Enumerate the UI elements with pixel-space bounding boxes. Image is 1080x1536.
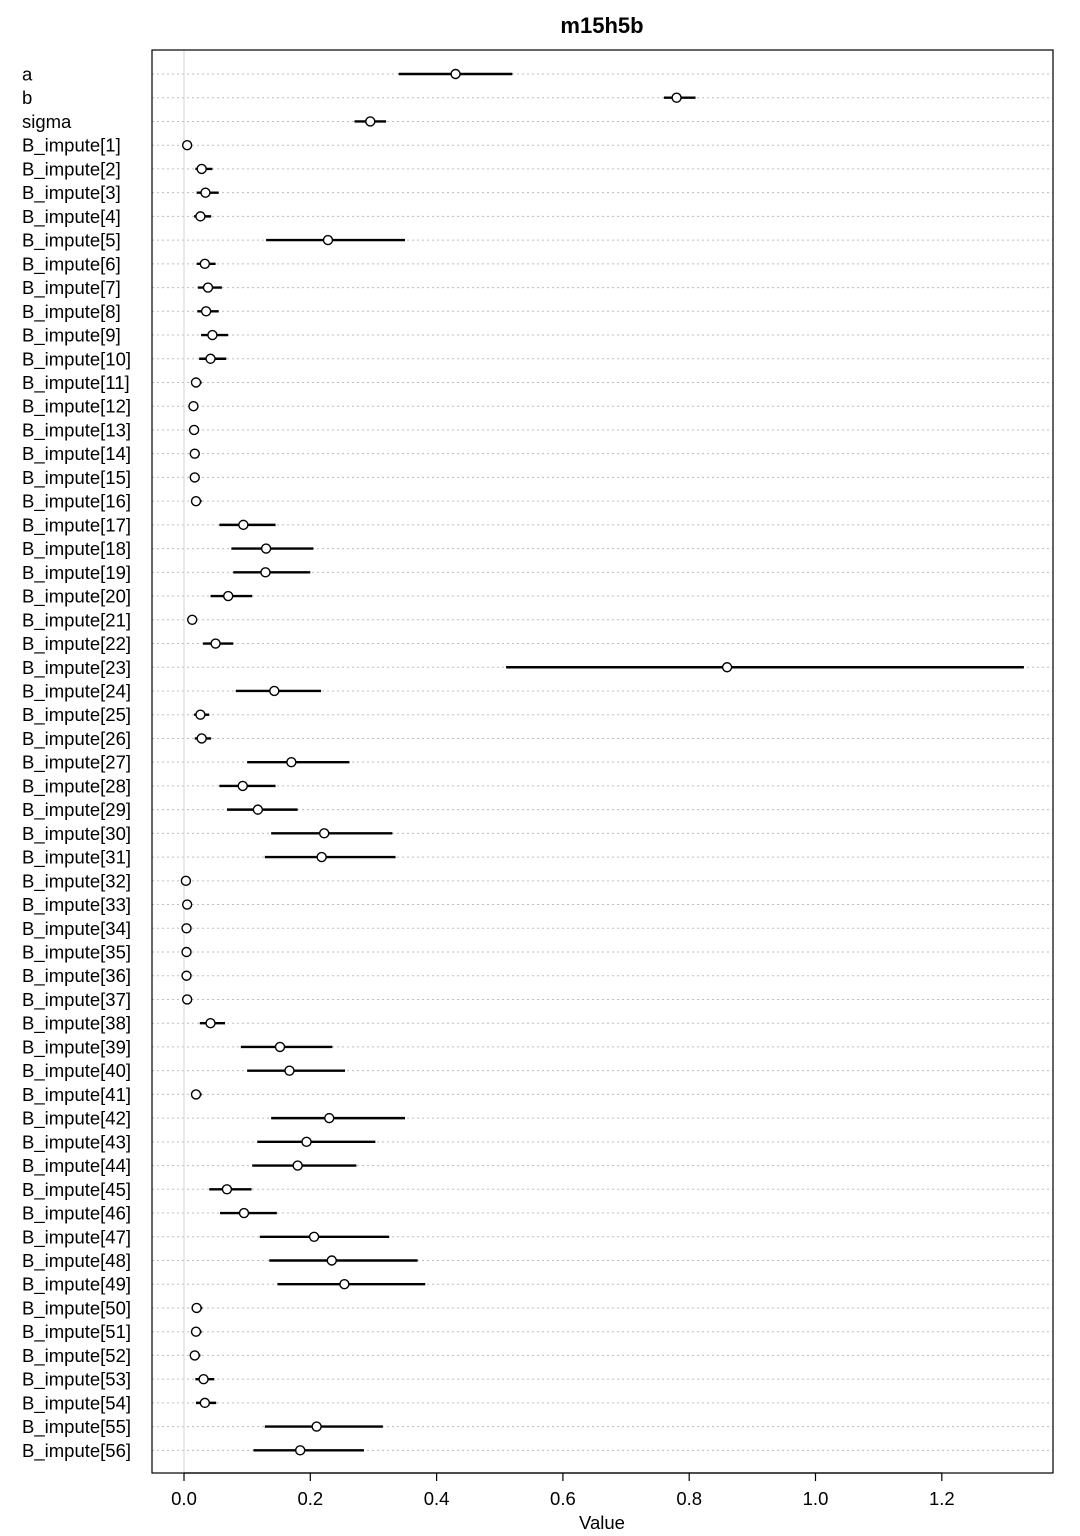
param-label: B_impute[50] xyxy=(22,1297,132,1319)
x-axis-title: Value xyxy=(579,1512,625,1533)
mean-point xyxy=(451,70,460,79)
mean-point xyxy=(296,1446,305,1455)
mean-point xyxy=(312,1422,321,1431)
mean-point xyxy=(200,259,209,268)
mean-point xyxy=(191,1090,200,1099)
parameter-labels xyxy=(22,64,131,1462)
param-label: B_impute[44] xyxy=(22,1155,132,1177)
mean-point xyxy=(270,686,279,695)
param-label: B_impute[42] xyxy=(22,1107,132,1129)
param-label: B_impute[28] xyxy=(22,775,132,797)
param-label: B_impute[52] xyxy=(22,1344,132,1366)
mean-point xyxy=(239,520,248,529)
mean-point xyxy=(190,425,199,434)
mean-point xyxy=(366,117,375,126)
mean-point xyxy=(201,188,210,197)
mean-point xyxy=(325,1114,334,1123)
param-label: B_impute[40] xyxy=(22,1060,132,1082)
mean-point xyxy=(182,948,191,957)
mean-point xyxy=(285,1066,294,1075)
param-label: a xyxy=(22,63,33,85)
mean-point xyxy=(182,924,191,933)
param-label: B_impute[16] xyxy=(22,490,132,512)
param-label: B_impute[51] xyxy=(22,1321,132,1343)
param-label: B_impute[35] xyxy=(22,941,132,963)
mean-point xyxy=(317,853,326,862)
param-label: B_impute[24] xyxy=(22,680,132,702)
param-label: B_impute[39] xyxy=(22,1036,132,1058)
param-label: B_impute[22] xyxy=(22,633,132,655)
param-label: B_impute[31] xyxy=(22,846,132,868)
param-label: B_impute[37] xyxy=(22,988,132,1010)
param-label: B_impute[1] xyxy=(22,134,121,156)
param-label: B_impute[2] xyxy=(22,158,121,180)
mean-point xyxy=(183,141,192,150)
mean-point xyxy=(206,354,215,363)
mean-point xyxy=(190,449,199,458)
mean-point xyxy=(197,164,206,173)
param-label: B_impute[3] xyxy=(22,182,121,204)
x-axis xyxy=(171,1473,955,1509)
mean-point xyxy=(262,544,271,553)
x-tick-label: 0.2 xyxy=(297,1488,324,1509)
mean-point xyxy=(191,497,200,506)
mean-point xyxy=(723,663,732,672)
x-tick-label: 0.4 xyxy=(423,1488,450,1509)
param-label: B_impute[19] xyxy=(22,561,132,583)
param-label: B_impute[32] xyxy=(22,870,132,892)
mean-point xyxy=(206,1019,215,1028)
x-tick-label: 0.6 xyxy=(550,1488,576,1509)
param-label: B_impute[25] xyxy=(22,704,132,726)
param-label: B_impute[43] xyxy=(22,1131,132,1153)
param-label: B_impute[48] xyxy=(22,1250,132,1271)
mean-point xyxy=(182,971,191,980)
x-tick-label: 0.0 xyxy=(171,1488,197,1509)
mean-point xyxy=(287,758,296,767)
param-label: B_impute[30] xyxy=(22,822,132,844)
mean-point xyxy=(327,1256,336,1265)
param-label: B_impute[15] xyxy=(22,466,132,488)
param-label: B_impute[14] xyxy=(22,443,132,465)
param-label: B_impute[26] xyxy=(22,727,132,749)
mean-point xyxy=(672,93,681,102)
param-label: B_impute[21] xyxy=(22,609,132,631)
mean-point xyxy=(222,1185,231,1194)
param-label: B_impute[49] xyxy=(22,1273,132,1295)
mean-point xyxy=(261,568,270,577)
mean-point xyxy=(199,1375,208,1384)
param-label: B_impute[55] xyxy=(22,1416,132,1438)
x-tick-label: 1.0 xyxy=(802,1488,829,1509)
param-label: B_impute[56] xyxy=(22,1439,132,1461)
param-label: B_impute[41] xyxy=(22,1083,132,1105)
mean-point xyxy=(320,829,329,838)
mean-point xyxy=(190,1351,199,1360)
mean-point xyxy=(238,781,247,790)
mean-point xyxy=(275,1042,284,1051)
mean-point xyxy=(190,473,199,482)
param-label: B_impute[8] xyxy=(22,300,121,322)
param-label: B_impute[9] xyxy=(22,324,121,346)
param-label: B_impute[46] xyxy=(22,1202,132,1224)
mean-point xyxy=(181,876,190,885)
mean-point xyxy=(189,402,198,411)
chart-title: m15h5b xyxy=(560,13,644,38)
mean-point xyxy=(340,1280,349,1289)
x-tick-label: 0.8 xyxy=(676,1488,703,1509)
mean-point xyxy=(192,1303,201,1312)
mean-point xyxy=(253,805,262,814)
mean-point xyxy=(183,995,192,1004)
mean-point xyxy=(302,1137,311,1146)
mean-point xyxy=(191,378,200,387)
param-label: b xyxy=(22,87,33,109)
param-label: B_impute[34] xyxy=(22,917,132,939)
param-label: B_impute[36] xyxy=(22,965,132,987)
mean-point xyxy=(188,615,197,624)
mean-point xyxy=(197,734,206,743)
param-label: B_impute[20] xyxy=(22,585,132,607)
mean-point xyxy=(203,283,212,292)
mean-point xyxy=(183,900,192,909)
param-label: B_impute[10] xyxy=(22,348,132,370)
param-label: B_impute[12] xyxy=(22,395,132,417)
param-label: B_impute[23] xyxy=(22,656,132,678)
param-label: B_impute[53] xyxy=(22,1368,132,1390)
param-label: B_impute[27] xyxy=(22,751,132,773)
mean-point xyxy=(208,331,217,340)
param-label: B_impute[29] xyxy=(22,799,132,821)
param-label: B_impute[38] xyxy=(22,1012,132,1034)
mean-point xyxy=(310,1232,319,1241)
mean-point xyxy=(323,236,332,245)
param-label: B_impute[11] xyxy=(22,371,130,393)
mean-point xyxy=(191,1327,200,1336)
x-tick-label: 1.2 xyxy=(928,1488,955,1509)
mean-point xyxy=(293,1161,302,1170)
param-label: B_impute[6] xyxy=(22,253,121,275)
mean-point xyxy=(200,1398,209,1407)
param-label: B_impute[47] xyxy=(22,1226,132,1248)
param-label: B_impute[45] xyxy=(22,1178,132,1200)
param-label: B_impute[7] xyxy=(22,277,121,299)
param-label: B_impute[4] xyxy=(22,205,121,227)
param-label: B_impute[54] xyxy=(22,1392,132,1414)
mean-point xyxy=(202,307,211,316)
mean-point xyxy=(211,639,220,648)
mean-point xyxy=(196,212,205,221)
mean-point xyxy=(239,1209,248,1218)
param-label: sigma xyxy=(22,110,72,132)
mean-point xyxy=(196,710,205,719)
param-label: B_impute[33] xyxy=(22,894,132,916)
param-label: B_impute[18] xyxy=(22,538,132,560)
param-label: B_impute[17] xyxy=(22,514,132,536)
param-label: B_impute[13] xyxy=(22,419,132,441)
param-label: B_impute[5] xyxy=(22,229,121,251)
mean-point xyxy=(224,592,233,601)
